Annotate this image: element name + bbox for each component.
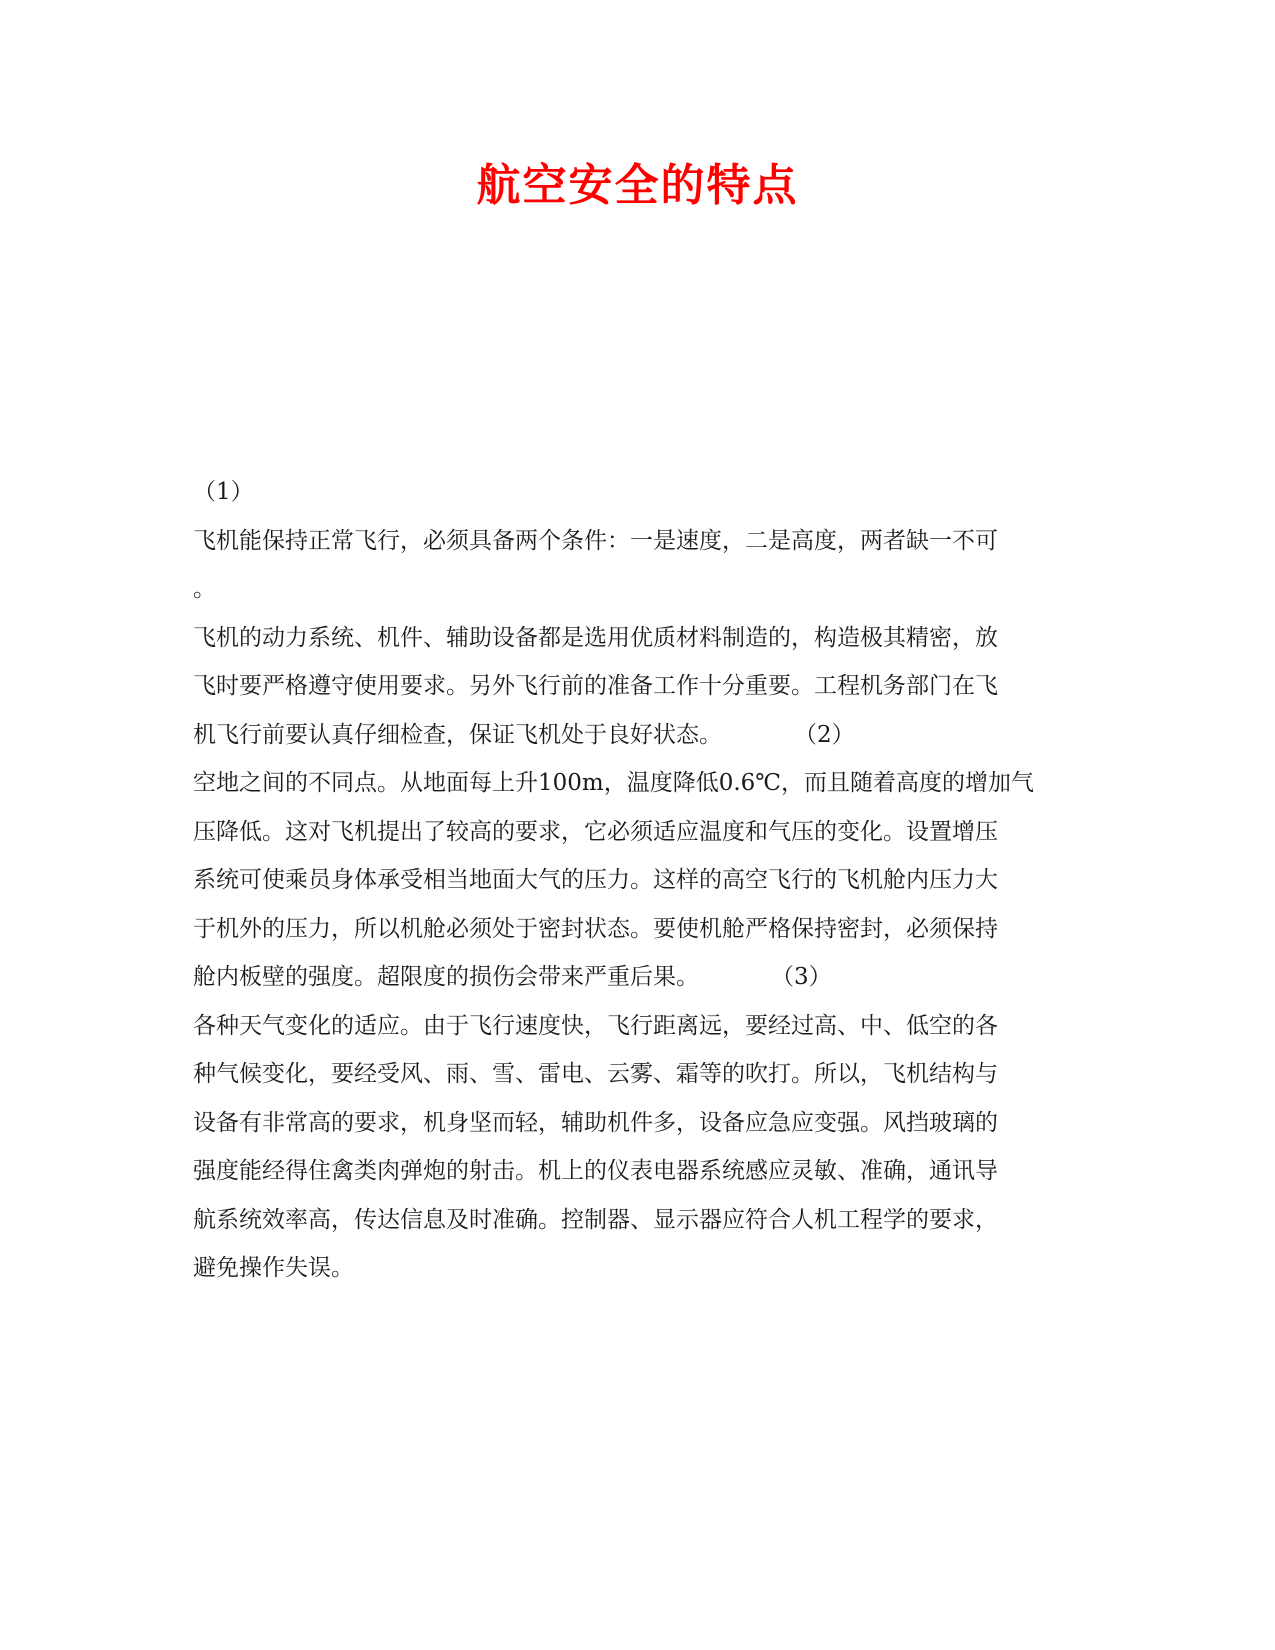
text-line: [193, 1147, 1073, 1196]
text-line: [193, 1244, 1073, 1293]
text-line: [193, 1196, 1073, 1245]
text-line: [193, 759, 1073, 808]
text-line: [193, 1099, 1073, 1148]
text-line-content: 空地之间的不同点。从地面每上升100m，温度降低0.6℃，而且随着高度的增加气: [193, 770, 1035, 796]
text-line: [193, 614, 1073, 663]
text-line-content: 机飞行前要认真仔细检查，保证飞机处于良好状态。: [193, 721, 722, 748]
text-line-content: 飞机的动力系统、机件、辅助设备都是选用优质材料制造的，构造极其精密，放: [193, 624, 998, 651]
text-line-content: 。: [193, 576, 216, 602]
document-body: [193, 468, 1073, 1293]
text-line: [193, 905, 1073, 954]
text-line: [193, 856, 1073, 905]
text-line-content: 设备有非常高的要求，机身坚而轻，辅助机件多，设备应急应变强。风挡玻璃的: [193, 1109, 998, 1136]
text-line-content: 强度能经得住禽类肉弹炮的射击。机上的仪表电器系统感应灵敏、准确，通讯导: [193, 1158, 998, 1184]
text-line: [193, 808, 1073, 857]
text-line-content: 避免操作失误。: [193, 1255, 354, 1281]
text-line: [193, 953, 1073, 1002]
text-line: [193, 1050, 1073, 1099]
document-title: 航空安全的特点: [476, 160, 799, 211]
text-line-content: 舱内板壁的强度。超限度的损伤会带来严重后果。: [193, 964, 699, 990]
text-line: [193, 565, 1073, 614]
text-line: [193, 662, 1073, 711]
section-marker-1: [193, 468, 1073, 517]
text-line-content: 于机外的压力，所以机舱必须处于密封状态。要使机舱严格保持密封，必须保持: [193, 915, 998, 942]
text-line: [193, 711, 1073, 760]
section-marker-3: （3）: [771, 964, 832, 990]
text-line-content: 压降低。这对飞机提出了较高的要求，它必须适应温度和气压的变化。设置增压: [193, 818, 998, 845]
text-line: [193, 517, 1073, 566]
text-line-content: 各种天气变化的适应。由于飞行速度快，飞行距离远，要经过高、中、低空的各: [193, 1012, 998, 1039]
text-line: （1）: [193, 479, 254, 505]
text-line-content: 种气候变化，要经受风、雨、雪、雷电、云雾、霜等的吹打。所以，飞机结构与: [193, 1061, 998, 1087]
text-line-content: 系统可使乘员身体承受相当地面大气的压力。这样的高空飞行的飞机舱内压力大: [193, 867, 998, 893]
text-line-content: 飞时要严格遵守使用要求。另外飞行前的准备工作十分重要。工程机务部门在飞: [193, 673, 998, 699]
section-marker-2: （2）: [794, 721, 855, 748]
text-line: [193, 1002, 1073, 1051]
text-line-content: 航系统效率高，传达信息及时准确。控制器、显示器应符合人机工程学的要求，: [193, 1206, 998, 1233]
text-line-content: 飞机能保持正常飞行，必须具备两个条件：一是速度，二是高度，两者缺一不可: [193, 527, 998, 554]
